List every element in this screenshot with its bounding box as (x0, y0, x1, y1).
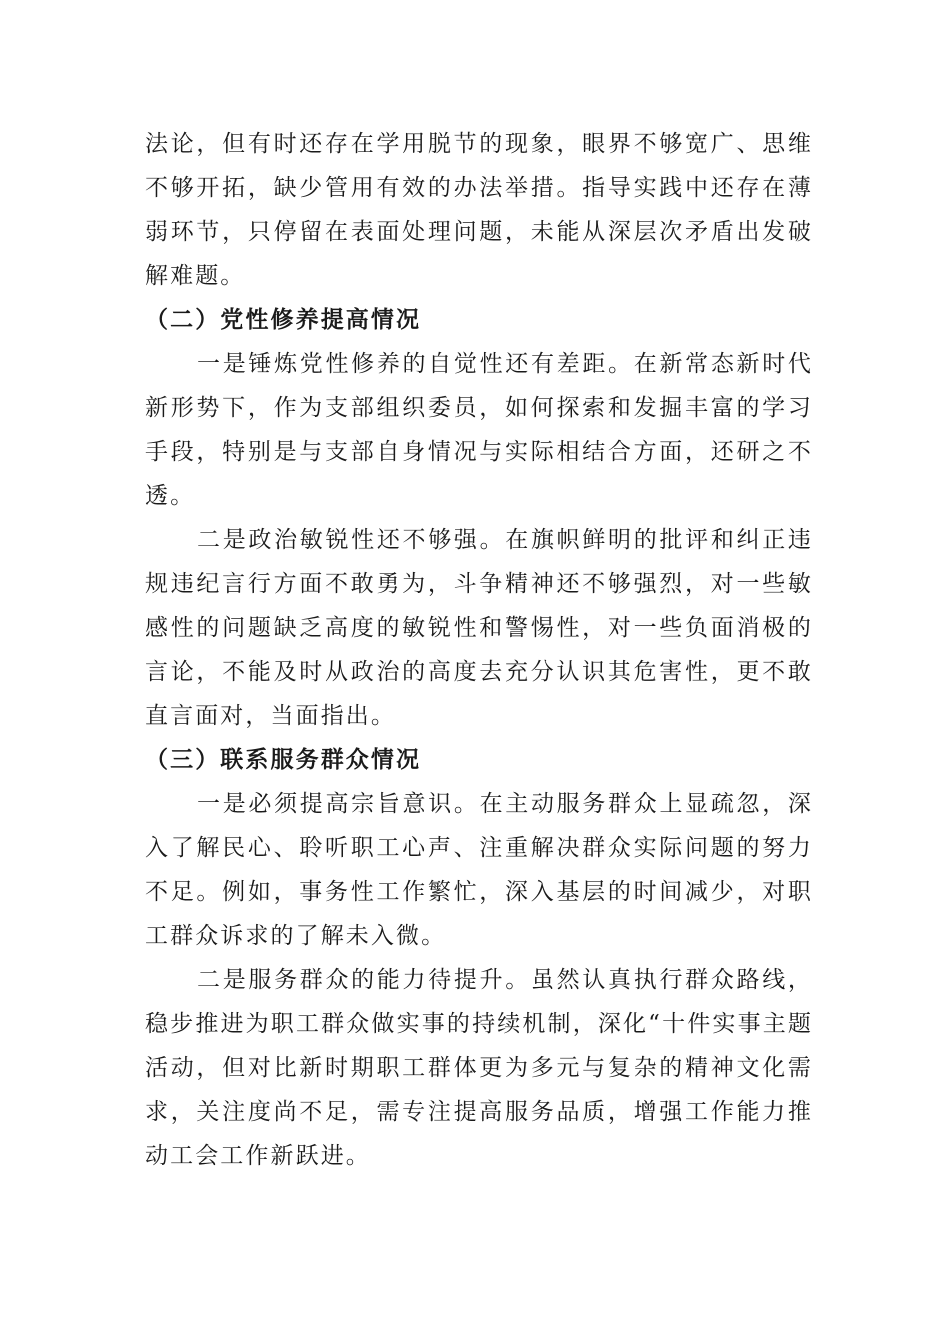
document-body (145, 122, 813, 1178)
paragraph-party-spirit-2: 二是政治敏锐性还不够强。在旗帜鲜明的批评和纠正违规违纪言行方面不敢勇为，斗争精神还不够强烈，对一些敏感性的问题缺乏高度的敏锐性和警惕性，对一些负面消极的言论，不能及时从政治的高度去充分认识其危害性，更不敢直言面对，当面指出。 (145, 527, 813, 729)
paragraph-party-spirit-1: 一是锤炼党性修养的自觉性还有差距。在新常态新时代新形势下，作为支部组织委员，如何探索和发掘丰富的学习手段，特别是与支部自身情况与实际相结合方面，还研之不透。 (145, 351, 813, 509)
paragraph-continuation: 法论，但有时还存在学用脱节的现象，眼界不够宽广、思维不够开拓，缺少管用有效的办法举措。指导实践中还存在薄弱环节，只停留在表面处理问题，未能从深层次矛盾出发破解难题。 (145, 131, 813, 289)
paragraph-serving-masses-2: 二是服务群众的能力待提升。虽然认真执行群众路线，稳步推进为职工群众做实事的持续机制，深化“十件实事主题活动，但对比新时期职工群体更为多元与复杂的精神文化需求，关注度尚不足，需专注提高服务品质，增强工作能力推动工会工作新跃进。 (145, 967, 813, 1169)
section-heading-serving-masses: （三）联系服务群众情况 (145, 746, 422, 773)
section-heading-party-spirit: （二）党性修养提高情况 (145, 306, 422, 333)
paragraph-serving-masses-1: 一是必须提高宗旨意识。在主动服务群众上显疏忽，深入了解民心、聆听职工心声、注重解决群众实际问题的努力不足。例如，事务性工作繁忙，深入基层的时间减少，对职工群众诉求的了解未入微。 (145, 791, 813, 949)
